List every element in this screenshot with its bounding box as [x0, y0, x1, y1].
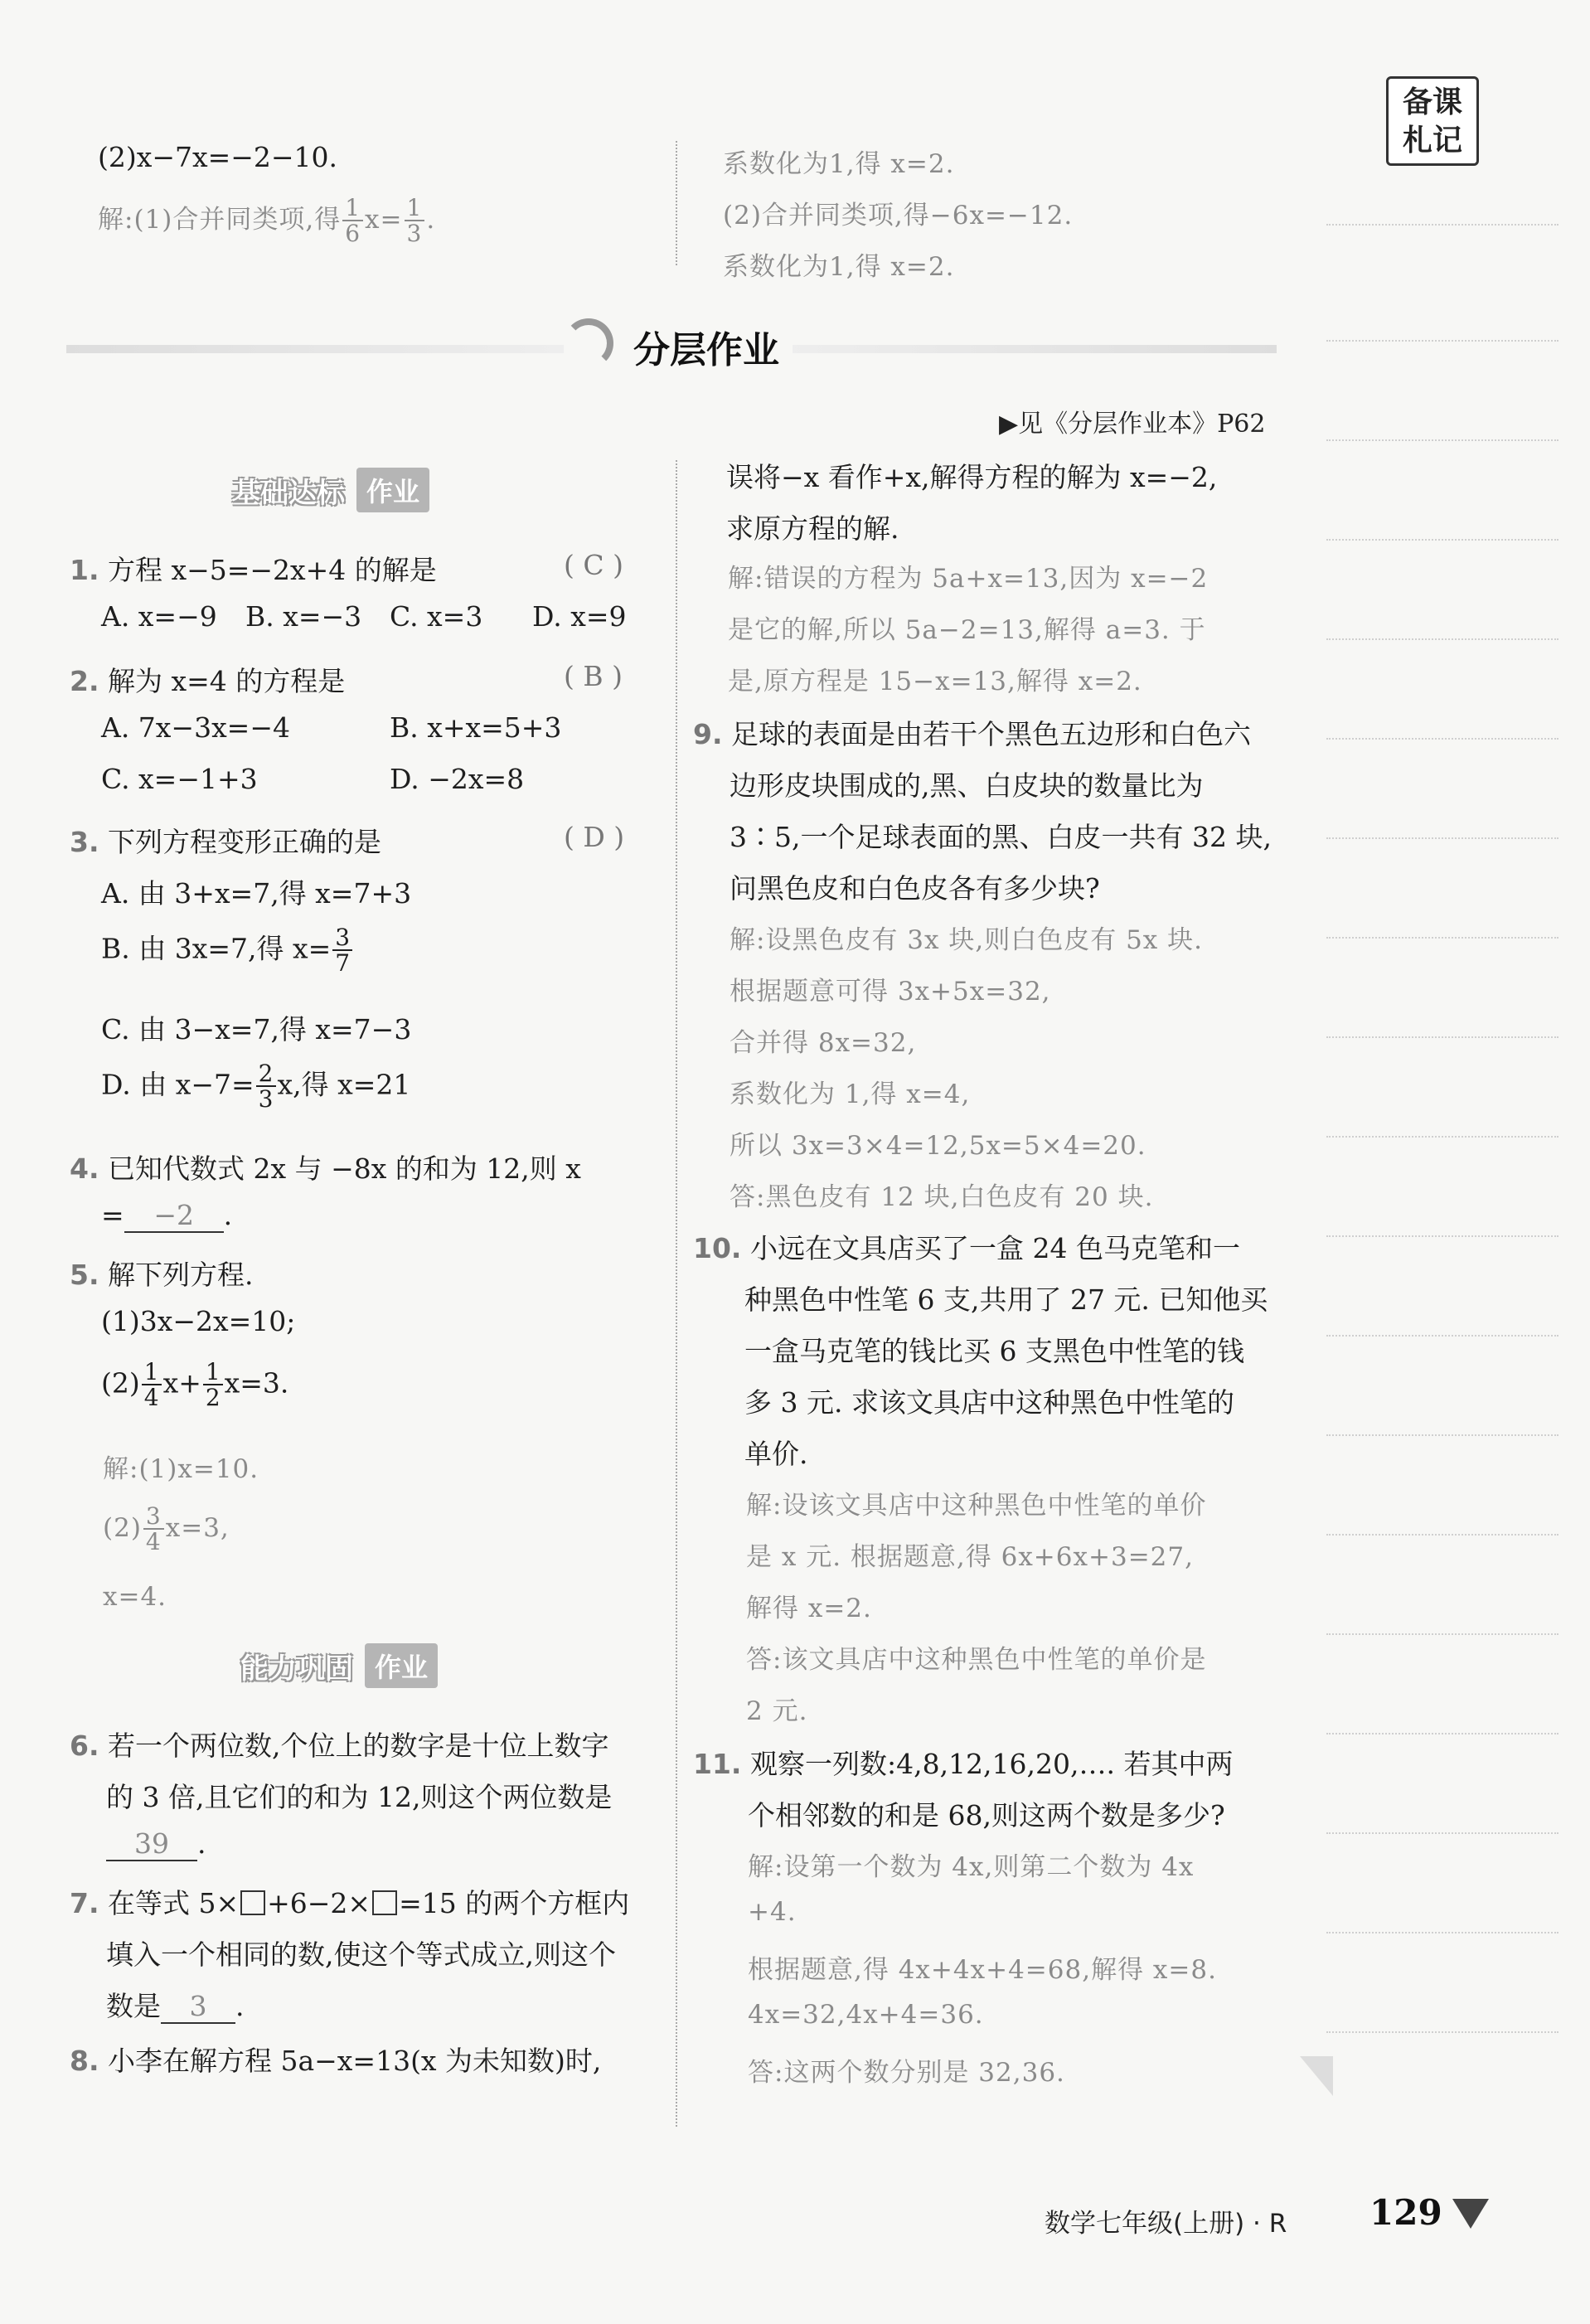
- q6-line2: 的 3 倍,且它们的和为 12,则这个两位数是: [106, 1781, 613, 1813]
- notes-stamp: [1386, 76, 1479, 166]
- header-arc-icon: [564, 318, 613, 368]
- q10-l4: 多 3 元. 求该文具店中这种黑色中性笔的: [744, 1386, 1234, 1419]
- page-corner-icon: [1452, 2199, 1489, 2229]
- q3-opt-d: D. 由 x−7= $\frac{2}{3}$ x,得 x=21: [101, 1060, 411, 1113]
- header-line-left: [66, 345, 564, 353]
- q7-box-1: [240, 1890, 265, 1915]
- q11-l2: 个相邻数的和是 68,则这两个数是多少?: [748, 1799, 1225, 1832]
- q3-opt-c: C. 由 3−x=7,得 x=7−3: [101, 1013, 412, 1046]
- q5-p1: (1)3x−2x=10;: [101, 1305, 296, 1337]
- q10-sol1: 解:设该文具店中这种黑色中性笔的单价: [746, 1491, 1207, 1521]
- footer-book: 数学七年级(上册) · R: [1045, 2209, 1287, 2239]
- q5-sol3: x=4.: [103, 1582, 167, 1612]
- workbook-ref: ▶见《分层作业本》P62: [999, 410, 1266, 439]
- section-header: [66, 315, 1277, 381]
- q2-opt-a: A. 7x−3x=−4: [101, 711, 290, 744]
- q1-opt-c: C. x=3: [390, 600, 483, 633]
- q9-sol1: 解:设黑色皮有 3x 块,则白色皮有 5x 块.: [730, 925, 1203, 955]
- q10-l2: 种黑色中性笔 6 支,共用了 27 元. 已知他买: [744, 1283, 1268, 1316]
- top-right2: (2)合并同类项,得−6x=−12.: [723, 201, 1074, 230]
- top-q2: (2)x−7x=−2−10.: [98, 141, 338, 173]
- q10-l3: 一盒马克笔的钱比买 6 支黑色中性笔的钱: [744, 1335, 1244, 1367]
- stamp-line1: 备课: [1402, 85, 1462, 119]
- q6-blank: 39: [106, 1827, 197, 1861]
- q8-sol2: 是它的解,所以 5a−2=13,解得 a=3. 于: [728, 615, 1206, 645]
- q8-sol1: 解:错误的方程为 5a+x=13,因为 x=−2: [728, 564, 1209, 594]
- q10-l5: 单价.: [744, 1438, 808, 1470]
- q1-answer: ( C ): [564, 549, 623, 581]
- q6-line3: 39 .: [106, 1827, 206, 1861]
- q7-line3: 数是 3 .: [106, 1990, 245, 2022]
- q9-sol3: 合并得 8x=32,: [730, 1028, 917, 1058]
- q10: 10. 小远在文具店买了一盒 24 色马克笔和一: [693, 1232, 1240, 1264]
- q7-blank: 3: [161, 1990, 235, 2024]
- q4-blank: −2: [124, 1199, 224, 1233]
- page-number: 129: [1369, 2192, 1442, 2233]
- q11: 11. 观察一列数:4,8,12,16,20,…. 若其中两: [693, 1748, 1234, 1780]
- q11-sol2: +4.: [748, 1897, 797, 1927]
- q10-sol4: 答:该文具店中这种黑色中性笔的单价是: [746, 1645, 1207, 1675]
- q2: 2. 解为 x=4 的方程是: [70, 665, 346, 697]
- header-line-right: [779, 345, 1277, 353]
- q5-sol1: 解:(1)x=10.: [103, 1454, 259, 1484]
- q2-opt-c: C. x=−1+3: [101, 763, 258, 795]
- zuoye-tag: 作业: [356, 468, 429, 512]
- stamp-line2: 札记: [1402, 124, 1462, 158]
- q4: 4. 已知代数式 2x 与 −8x 的和为 12,则 x: [70, 1152, 581, 1185]
- q1-opt-d: D. x=9: [532, 600, 627, 633]
- q7-line2: 填入一个相同的数,使这个等式成立,则这个: [106, 1938, 616, 1971]
- q1: 1. 方程 x−5=−2x+4 的解是: [70, 554, 437, 586]
- q5: 5. 解下列方程.: [70, 1259, 254, 1291]
- q3-answer: ( D ): [564, 821, 625, 853]
- q5-sol2: (2) $\frac{3}{4}$ x=3,: [103, 1502, 230, 1556]
- q8-right2: 求原方程的解.: [726, 512, 899, 545]
- q8: 8. 小李在解方程 5a−x=13(x 为未知数)时,: [70, 2045, 602, 2077]
- q9-sol4: 系数化为 1,得 x=4,: [730, 1080, 971, 1109]
- q11-sol3: 根据题意,得 4x+4x+4=68,解得 x=8.: [748, 1955, 1217, 1985]
- q8-right1: 误将−x 看作+x,解得方程的解为 x=−2,: [726, 461, 1218, 493]
- q10-sol2: 是 x 元. 根据题意,得 6x+6x+3=27,: [746, 1542, 1194, 1572]
- q4-line2: = −2 .: [101, 1199, 233, 1231]
- q5-p2: (2) $\frac{1}{4}$ x+ $\frac{1}{2}$ x=3.: [101, 1358, 289, 1412]
- q9-l3: 3∶5,一个足球表面的黑、白皮一共有 32 块,: [730, 821, 1272, 853]
- q11-sol4: 4x=32,4x+4=36.: [748, 2000, 984, 2030]
- q1-opt-a: A. x=−9: [101, 600, 217, 633]
- q7-box-2: [372, 1890, 397, 1915]
- corner-triangle-icon: [1300, 2056, 1333, 2096]
- q3-opt-b: B. 由 3x=7,得 x= $\frac{3}{7}$: [101, 925, 354, 976]
- top-right1: 系数化为1,得 x=2.: [723, 149, 955, 179]
- q8-sol3: 是,原方程是 15−x=13,解得 x=2.: [728, 667, 1142, 696]
- q11-sol5: 答:这两个数分别是 32,36.: [748, 2058, 1065, 2088]
- q9-sol2: 根据题意可得 3x+5x=32,: [730, 977, 1051, 1007]
- q2-answer: ( B ): [564, 660, 623, 692]
- q9: 9. 足球的表面是由若干个黑色五边形和白色六: [693, 718, 1251, 750]
- q9-sol6: 答:黑色皮有 12 块,白色皮有 20 块.: [730, 1182, 1154, 1212]
- q11-sol1: 解:设第一个数为 4x,则第二个数为 4x: [748, 1852, 1195, 1882]
- q10-sol3: 解得 x=2.: [746, 1594, 872, 1623]
- q3: 3. 下列方程变形正确的是: [70, 826, 381, 858]
- q6: 6. 若一个两位数,个位上的数字是十位上数字: [70, 1730, 609, 1762]
- q9-l2: 边形皮块围成的,黑、白皮块的数量比为: [730, 769, 1204, 802]
- badge-basic: 基础达标 作业: [232, 468, 429, 512]
- top-right3: 系数化为1,得 x=2.: [723, 252, 955, 282]
- q2-opt-b: B. x+x=5+3: [390, 711, 562, 744]
- top-sol1: 解:(1)合并同类项,得 $\frac{1}{6}$ x= $\frac{1}{3}$ .: [98, 194, 436, 248]
- q10-sol5: 2 元.: [746, 1696, 808, 1726]
- q7: 7. 在等式 5× +6−2× =15 的两个方框内: [70, 1887, 630, 1919]
- badge-ability: 能力巩固 作业: [240, 1643, 438, 1688]
- q9-sol5: 所以 3x=3×4=12,5x=5×4=20.: [730, 1131, 1146, 1161]
- section-title: 分层作业: [620, 320, 793, 373]
- zuoye-tag-2: 作业: [365, 1643, 438, 1688]
- q1-opt-b: B. x=−3: [245, 600, 362, 633]
- q9-l4: 问黑色皮和白色皮各有多少块?: [730, 872, 1100, 905]
- q2-opt-d: D. −2x=8: [390, 763, 525, 795]
- q3-opt-a: A. 由 3+x=7,得 x=7+3: [101, 877, 412, 910]
